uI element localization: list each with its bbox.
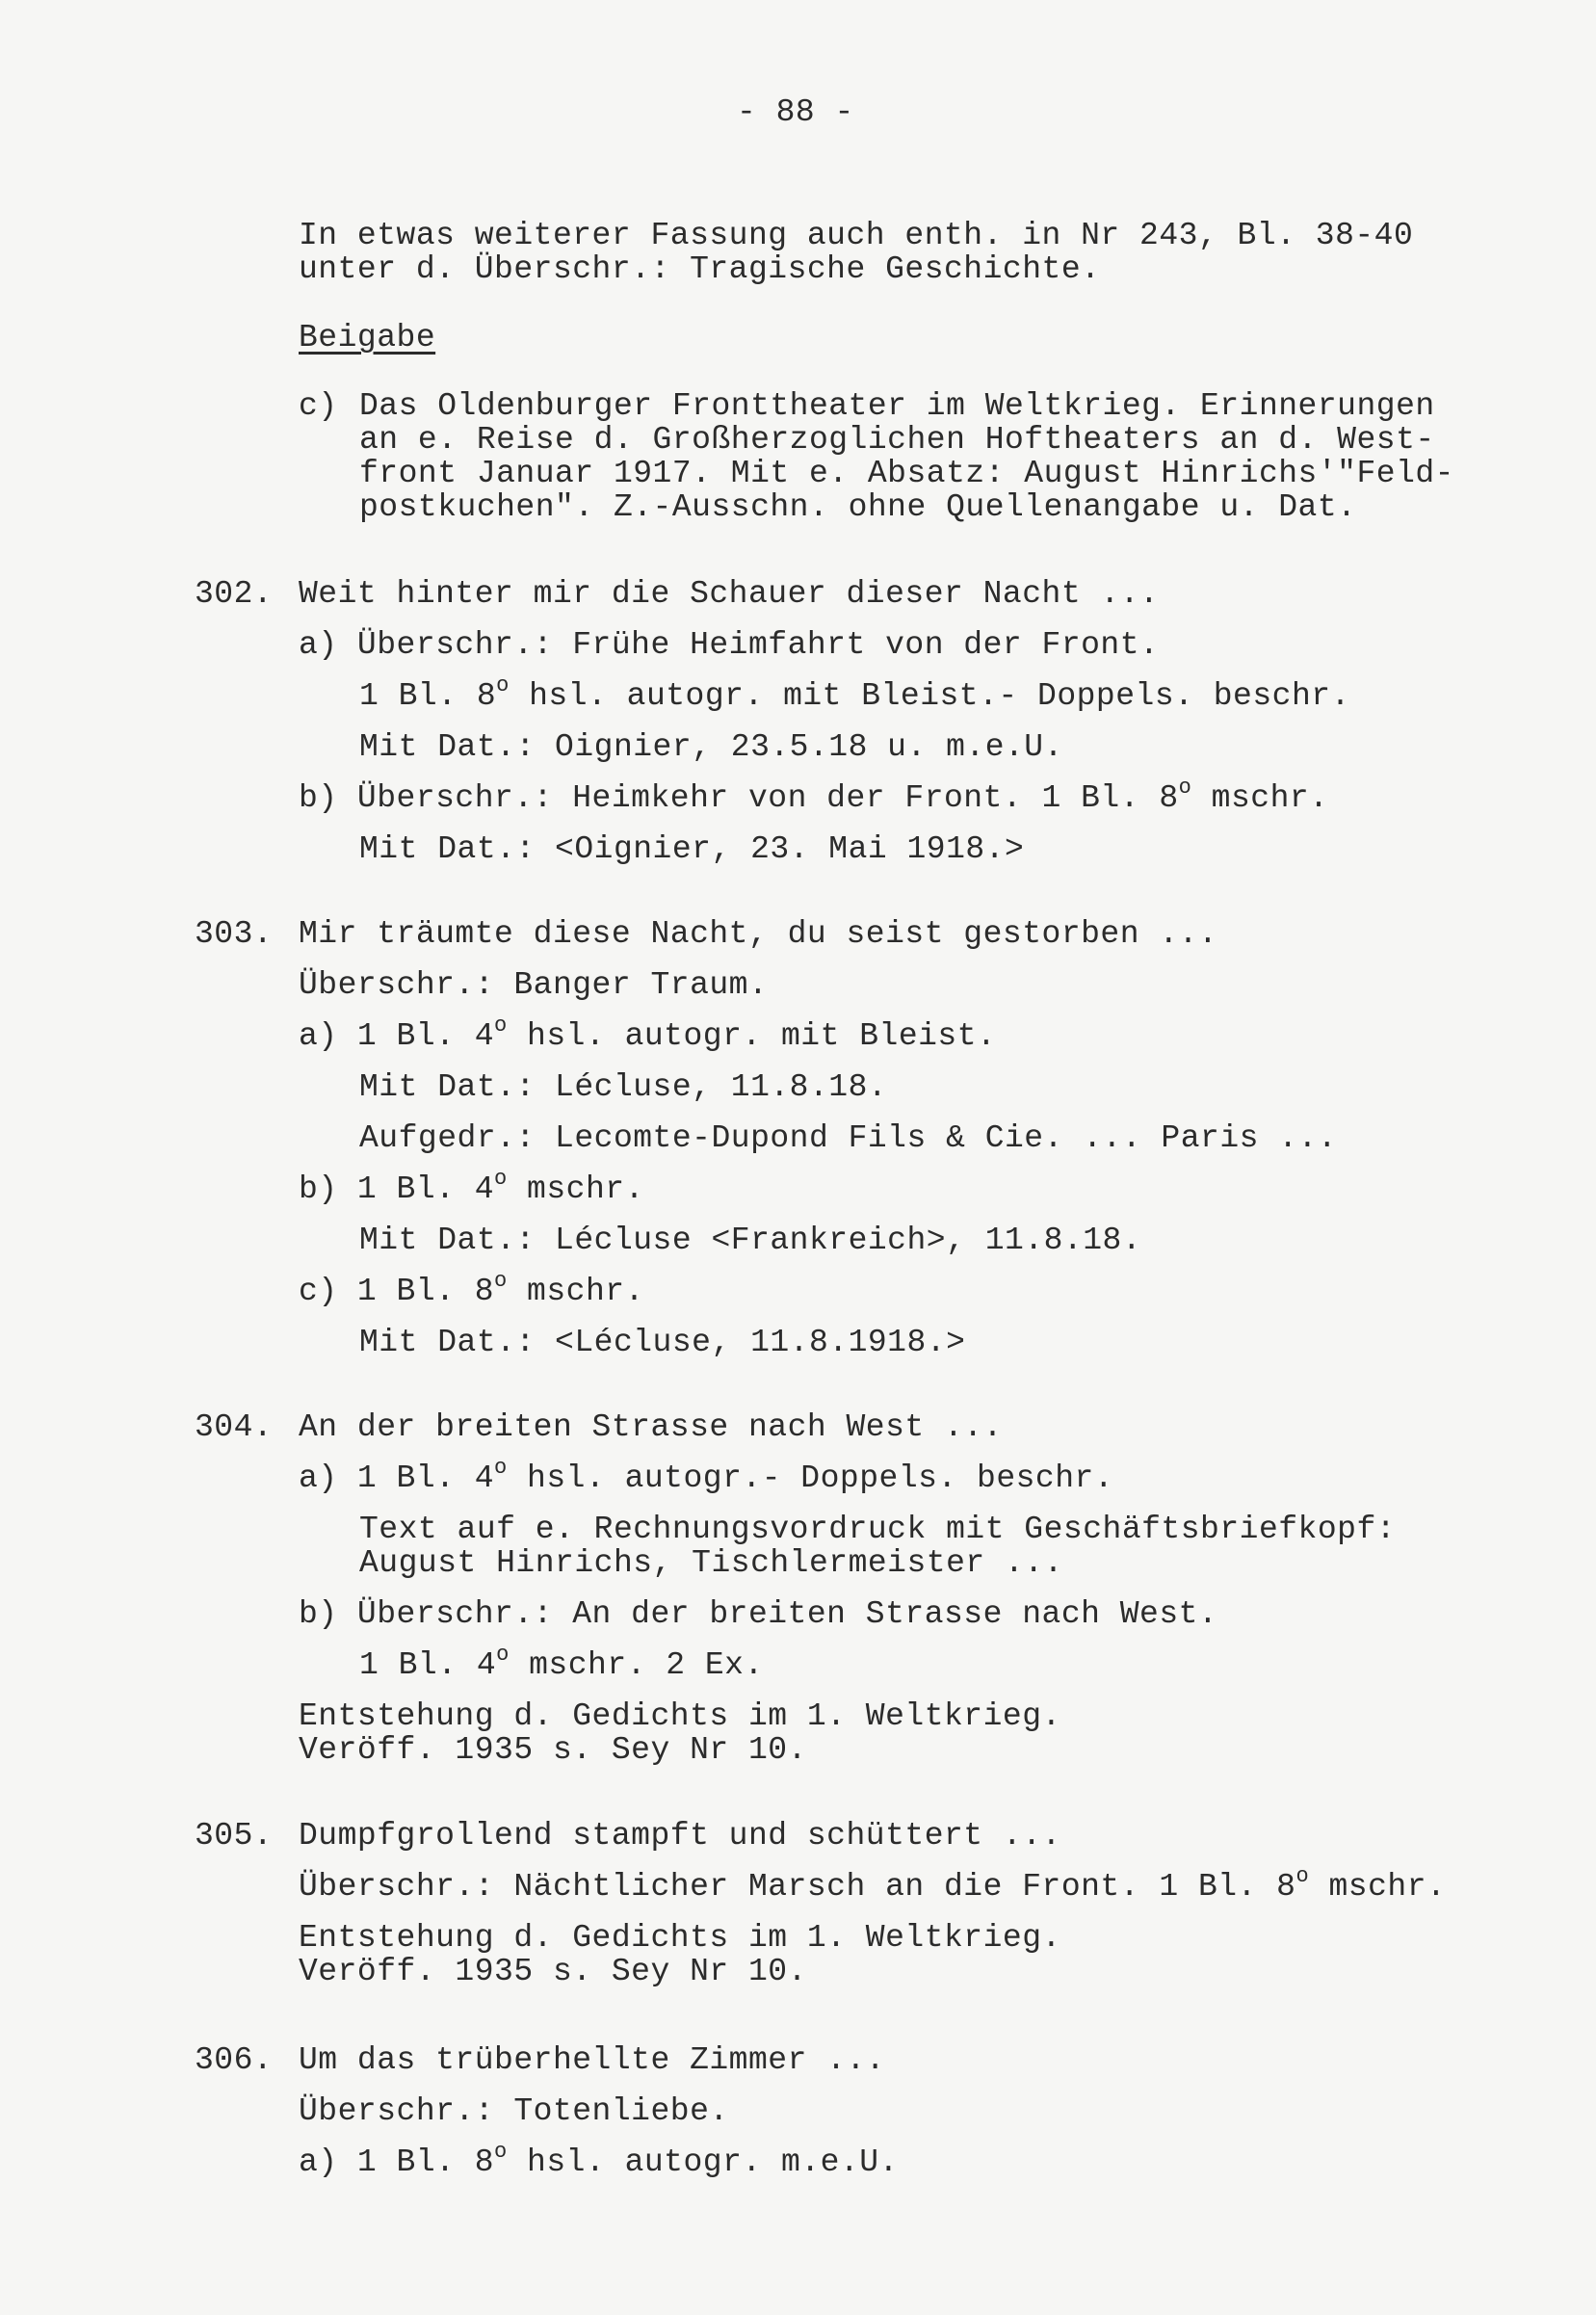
beigabe-c-line-3: front Januar 1917. Mit e. Absatz: August Hinrichs'"Feld- bbox=[359, 456, 1454, 491]
entry-304-a-line-2: August Hinrichs, Tischlermeister ... bbox=[359, 1545, 1063, 1581]
entry-303-b-line-1: Mit Dat.: Lécluse <Frankreich>, 11.8.18. bbox=[359, 1223, 1142, 1258]
entry-303-b: b) 1 Bl. 4$^o$ mschr. bbox=[299, 1167, 644, 1207]
entry-302-a-line-2: Mit Dat.: Oignier, 23.5.18 u. m.e.U. bbox=[359, 729, 1063, 765]
beigabe-heading: Beigabe bbox=[299, 320, 436, 355]
entry-304-b-line-1: 1 Bl. 4$^o$ mschr. 2 Ex. bbox=[359, 1643, 764, 1683]
entry-304-a: a) 1 Bl. 4$^o$ hsl. autogr.- Doppels. beschr. bbox=[299, 1456, 1114, 1496]
entry-305-number: 305. bbox=[195, 1818, 274, 1854]
entry-304-note-1: Entstehung d. Gedichts im 1. Weltkrieg. bbox=[299, 1698, 1061, 1734]
beigabe-c-line-1: Das Oldenburger Fronttheater im Weltkrieg. Erinnerungen bbox=[359, 388, 1435, 424]
intro-line-2: unter d. Überschr.: Tragische Geschichte. bbox=[299, 251, 1101, 287]
entry-303-c: c) 1 Bl. 8$^o$ mschr. bbox=[299, 1269, 644, 1309]
entry-303-sub: Überschr.: Banger Traum. bbox=[299, 967, 769, 1003]
entry-304-b: b) Überschr.: An der breiten Strasse nach West. bbox=[299, 1596, 1218, 1632]
entry-303-a: a) 1 Bl. 4$^o$ hsl. autogr. mit Bleist. bbox=[299, 1013, 997, 1054]
entry-302-a: a) Überschr.: Frühe Heimfahrt von der Front. bbox=[299, 627, 1160, 663]
entry-303-c-line-1: Mit Dat.: <Lécluse, 11.8.1918.> bbox=[359, 1325, 966, 1360]
beigabe-c-line-4: postkuchen". Z.-Ausschn. ohne Quellenangabe u. Dat. bbox=[359, 489, 1357, 525]
intro-line-1: In etwas weiterer Fassung auch enth. in Nr 243, Bl. 38-40 bbox=[299, 218, 1414, 253]
entry-304-a-line-1: Text auf e. Rechnungsvordruck mit Geschäftsbriefkopf: bbox=[359, 1512, 1397, 1547]
entry-303-title: Mir träumte diese Nacht, du seist gestorben ... bbox=[299, 916, 1218, 952]
entry-305-note-2: Veröff. 1935 s. Sey Nr 10. bbox=[299, 1954, 807, 1989]
beigabe-c-label: c) bbox=[299, 388, 338, 424]
entry-303-number: 303. bbox=[195, 916, 274, 952]
entry-303-a-line-1: Mit Dat.: Lécluse, 11.8.18. bbox=[359, 1069, 888, 1105]
entry-302-b-line-1: Mit Dat.: <Oignier, 23. Mai 1918.> bbox=[359, 831, 1025, 867]
entry-302-title: Weit hinter mir die Schauer dieser Nacht ... bbox=[299, 576, 1160, 612]
entry-302-number: 302. bbox=[195, 576, 274, 612]
entry-305-note-1: Entstehung d. Gedichts im 1. Weltkrieg. bbox=[299, 1920, 1061, 1956]
entry-305-title: Dumpfgrollend stampft und schüttert ... bbox=[299, 1818, 1061, 1854]
entry-306-title: Um das trüberhellte Zimmer ... bbox=[299, 2042, 886, 2078]
entry-304-note-2: Veröff. 1935 s. Sey Nr 10. bbox=[299, 1732, 807, 1768]
beigabe-c-line-2: an e. Reise d. Großherzoglichen Hoftheaters an d. West- bbox=[359, 422, 1435, 458]
entry-306-number: 306. bbox=[195, 2042, 274, 2078]
entry-305-sub: Überschr.: Nächtlicher Marsch an die Front. 1 Bl. 8$^o$ mschr. bbox=[299, 1864, 1447, 1905]
entry-306-sub: Überschr.: Totenliebe. bbox=[299, 2093, 729, 2129]
entry-306-a: a) 1 Bl. 8$^o$ hsl. autogr. m.e.U. bbox=[299, 2140, 899, 2180]
entry-303-a-line-2: Aufgedr.: Lecomte-Dupond Fils & Cie. ... Paris ... bbox=[359, 1120, 1338, 1156]
entry-304-number: 304. bbox=[195, 1409, 274, 1445]
page-number: - 88 - bbox=[737, 94, 854, 130]
entry-302-a-line-1: 1 Bl. 8$^o$ hsl. autogr. mit Bleist.- Doppels. beschr. bbox=[359, 673, 1350, 714]
entry-304-title: An der breiten Strasse nach West ... bbox=[299, 1409, 1003, 1445]
entry-302-b: b) Überschr.: Heimkehr von der Front. 1 Bl. 8$^o$ mschr. bbox=[299, 776, 1329, 816]
